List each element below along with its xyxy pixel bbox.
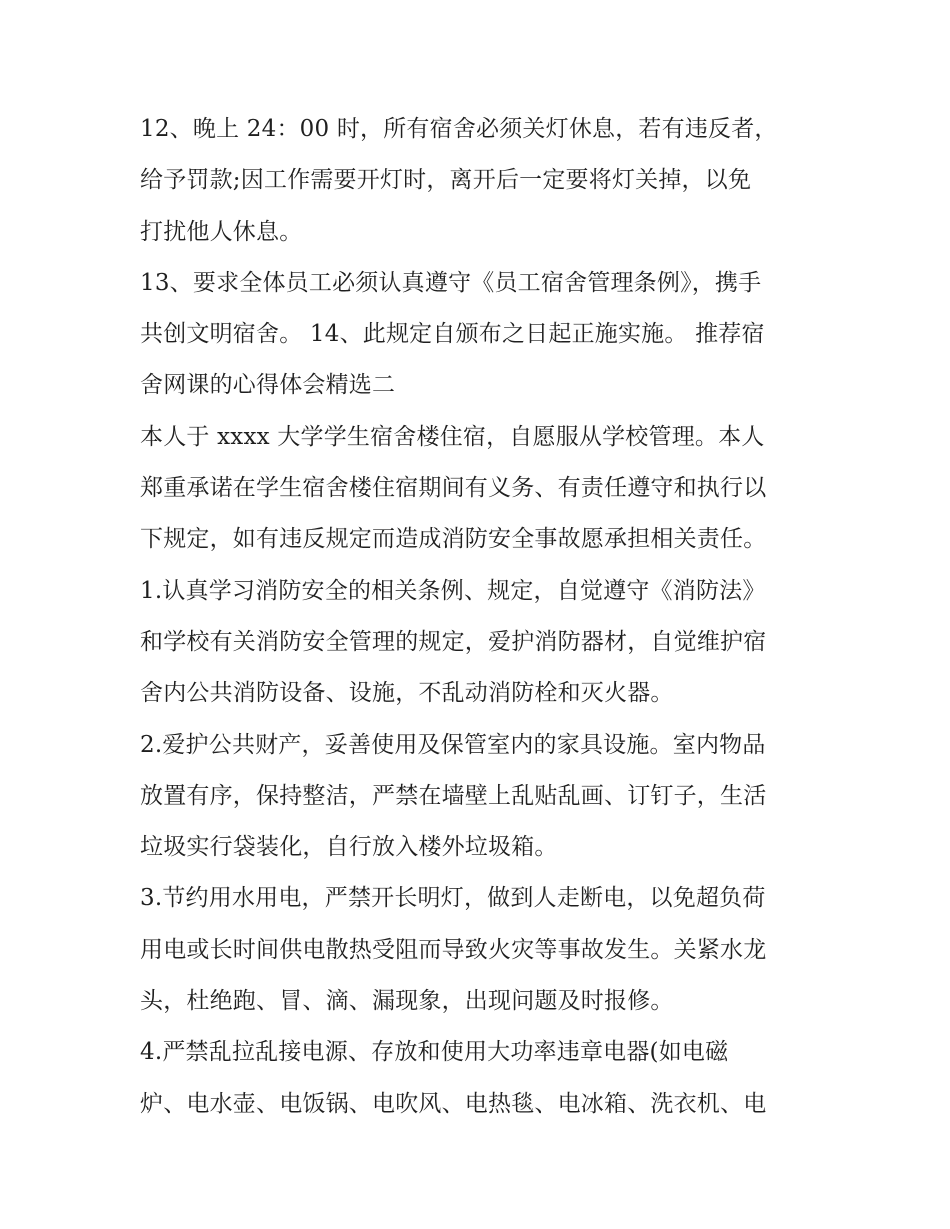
text-line: 头，杜绝跑、冒、滴、漏现象，出现问题及时报修。	[140, 988, 674, 1015]
text-line: 放置有序，保持整洁，严禁在墙壁上乱贴乱画、订钉子，生活	[140, 782, 767, 809]
text-line: 12、晚上 24：00 时，所有宿舍必须关灯休息，若有违反者，	[140, 116, 778, 142]
text-line: 3.节约用水用电，严禁开长明灯，做到人走断电，以免超负荷	[140, 885, 766, 912]
text-line: 打扰他人休息。	[140, 218, 303, 245]
text-line: 郑重承诺在学生宿舍楼住宿期间有义务、有责任遵守和执行以	[140, 475, 767, 502]
text-line: 舍内公共消防设备、设施，不乱动消防栓和灭火器。	[140, 680, 674, 707]
text-line: 13、要求全体员工必须认真遵守《员工宿舍管理条例》，携手	[140, 269, 762, 296]
text-line: 共创文明宿舍。 14、此规定自颁布之日起正施实施。 推荐宿	[140, 321, 765, 348]
text-line: 下规定，如有违反规定而造成消防安全事故愿承担相关责任。	[140, 526, 767, 553]
document-body	[140, 104, 820, 1130]
text-line: 1.认真学习消防安全的相关条例、规定，自觉遵守《消防法》	[140, 577, 766, 604]
text-line: 2.爱护公共财产，妥善使用及保管室内的家具设施。室内物品	[140, 731, 766, 758]
text-line: 和学校有关消防安全管理的规定，爱护消防器材，自觉维护宿	[140, 628, 767, 655]
text-line: 炉、电水壶、电饭锅、电吹风、电热毯、电冰箱、洗衣机、电	[140, 1090, 767, 1117]
text-line: 4.严禁乱拉乱接电源、存放和使用大功率违章电器(如电磁	[140, 1039, 729, 1066]
text-line: 舍网课的心得体会精选二	[140, 372, 396, 399]
text-line: 垃圾实行袋装化，自行放入楼外垃圾箱。	[140, 834, 558, 861]
text-line: 本人于 xxxx 大学学生宿舍楼住宿，自愿服从学校管理。本人	[140, 423, 765, 450]
text-line: 用电或长时间供电散热受阻而导致火灾等事故发生。关紧水龙	[140, 936, 767, 963]
text-line: 给予罚款;因工作需要开灯时，离开后一定要将灯关掉，以免	[140, 167, 752, 194]
